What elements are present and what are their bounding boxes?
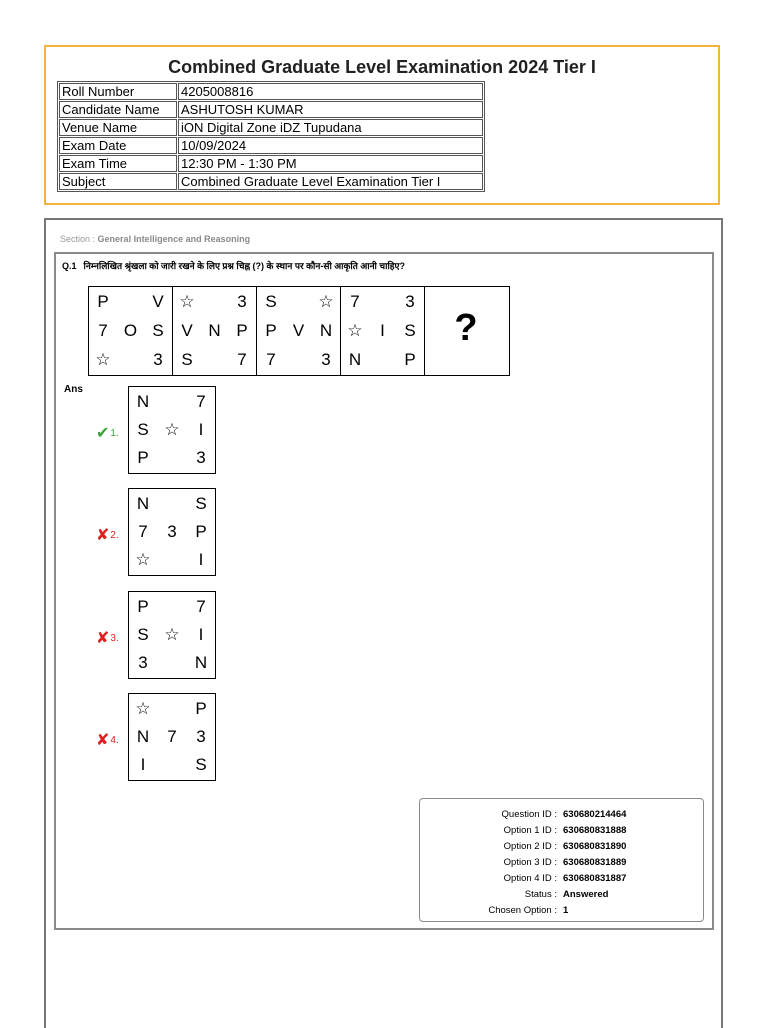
option-figure[interactable]: [128, 488, 216, 576]
figure-glyph: V: [292, 321, 305, 340]
status-row: [420, 889, 703, 903]
info-value: 630680831887: [563, 873, 627, 884]
question-number: Q.1: [62, 261, 77, 271]
section-label: [60, 234, 250, 244]
roll-number-label: Roll Number: [59, 83, 177, 100]
figure-glyph: P: [404, 350, 416, 369]
info-key: Status :: [524, 889, 557, 900]
figure-glyph: 3: [321, 350, 331, 369]
figure-glyph: P: [236, 321, 248, 340]
info-row: [59, 137, 483, 154]
series-figure: [257, 287, 341, 375]
figure-glyph: P: [195, 522, 207, 541]
figure-glyph: 3: [237, 292, 247, 311]
option-1[interactable]: [70, 386, 230, 476]
figure-glyph: 3: [405, 292, 415, 311]
figure-glyph: ☆: [164, 625, 180, 644]
series-figure: [89, 287, 173, 375]
figure-glyph: S: [195, 494, 207, 513]
figure-glyph: P: [137, 597, 149, 616]
figure-glyph: ☆: [95, 350, 111, 369]
figure-glyph: I: [198, 420, 204, 439]
figure-glyph: S: [137, 625, 149, 644]
series-figure: [341, 287, 425, 375]
figure-glyph: 7: [196, 597, 206, 616]
figure-glyph: S: [152, 321, 164, 340]
option-figure[interactable]: [128, 591, 216, 679]
chosen-option-row: [420, 905, 703, 919]
info-row: [59, 101, 483, 118]
info-key: Option 2 ID :: [503, 841, 557, 852]
info-value: 630680831889: [563, 857, 627, 868]
figure-glyph: I: [198, 625, 204, 644]
figure-glyph: N: [208, 321, 221, 340]
candidate-info-table: [57, 81, 485, 192]
figure-glyph: 3: [196, 448, 206, 467]
exam-time-value: 12:30 PM - 1:30 PM: [178, 155, 483, 172]
question-info-box: [419, 798, 704, 922]
figure-glyph: 3: [196, 727, 206, 746]
candidate-name-value: ASHUTOSH KUMAR: [178, 101, 483, 118]
figure-glyph: 7: [167, 727, 177, 746]
option-2-label: 2.: [110, 530, 119, 541]
option-3-id-row: [420, 857, 703, 871]
figure-glyph: 7: [138, 522, 148, 541]
figure-glyph: ☆: [135, 550, 151, 569]
info-key: Option 3 ID :: [503, 857, 557, 868]
figure-glyph: ☆: [179, 292, 195, 311]
question-statement: निम्नलिखित श्रृंखला को जारी रखने के लिए प्रश्न चिह्न (?) के स्थान पर कौन-सी आकृति आनी चाहिए?: [83, 261, 406, 271]
figure-glyph: V: [181, 321, 193, 340]
figure-glyph: 7: [98, 321, 108, 340]
info-value: 630680831888: [563, 825, 627, 836]
option-2[interactable]: [70, 488, 230, 578]
option-3[interactable]: [70, 591, 230, 681]
figure-glyph: P: [97, 292, 109, 311]
figure-glyph: P: [265, 321, 277, 340]
info-key: Question ID :: [501, 809, 557, 820]
subject-value: Combined Graduate Level Examination Tier I: [178, 173, 483, 190]
option-1-marker: [96, 423, 119, 443]
figure-glyph: N: [348, 350, 362, 369]
figure-glyph: I: [140, 755, 146, 774]
figure-glyph: P: [195, 699, 207, 718]
option-1-label: 1.: [110, 428, 119, 439]
question-text: [62, 259, 405, 272]
info-row: [59, 83, 483, 100]
option-4-label: 4.: [110, 735, 119, 746]
venue-name-label: Venue Name: [59, 119, 177, 136]
figure-glyph: N: [136, 494, 150, 513]
info-key: Chosen Option :: [488, 905, 557, 916]
figure-glyph: S: [181, 350, 193, 369]
info-key: Option 1 ID :: [503, 825, 557, 836]
figure-glyph: N: [136, 392, 150, 411]
exam-date-label: Exam Date: [59, 137, 177, 154]
unknown-figure: [425, 287, 507, 375]
figure-glyph: ☆: [135, 699, 151, 718]
option-figure[interactable]: [128, 693, 216, 781]
option-3-marker: [96, 628, 119, 648]
figure-glyph: V: [152, 292, 164, 311]
option-2-marker: [96, 525, 119, 545]
subject-label: Subject: [59, 173, 177, 190]
answer-label: Ans: [64, 384, 83, 395]
info-value: 630680831890: [563, 841, 627, 852]
figure-glyph: N: [319, 321, 333, 340]
figure-glyph: ☆: [164, 420, 180, 439]
info-row: [59, 173, 483, 190]
candidate-name-label: Candidate Name: [59, 101, 177, 118]
figure-glyph: ☆: [347, 321, 363, 340]
series-figure: [173, 287, 257, 375]
figure-glyph: S: [137, 420, 149, 439]
option-4[interactable]: [70, 693, 230, 783]
cross-icon: ✘: [96, 527, 110, 544]
venue-name-value: iON Digital Zone iDZ Tupudana: [178, 119, 483, 136]
figure-glyph: I: [198, 550, 204, 569]
option-4-id-row: [420, 873, 703, 887]
figure-glyph: N: [136, 727, 150, 746]
section-name: General Intelligence and Reasoning: [97, 234, 251, 244]
figure-glyph: O: [123, 321, 138, 340]
figure-glyph: N: [194, 653, 208, 672]
section-prefix: Section :: [60, 234, 96, 244]
figure-glyph: S: [265, 292, 277, 311]
info-row: [59, 119, 483, 136]
question-mark: ?: [454, 307, 478, 349]
figure-glyph: S: [404, 321, 416, 340]
info-row: [59, 155, 483, 172]
check-icon: ✔: [96, 425, 110, 442]
option-2-id-row: [420, 841, 703, 855]
figure-glyph: P: [137, 448, 149, 467]
figure-glyph: 7: [266, 350, 276, 369]
cross-icon: ✘: [96, 732, 110, 749]
figure-glyph: 3: [167, 522, 177, 541]
figure-glyph: S: [195, 755, 207, 774]
figure-glyph: ☆: [318, 292, 334, 311]
info-key: Option 4 ID :: [503, 873, 557, 884]
figure-glyph: 7: [237, 350, 247, 369]
candidate-header: [44, 45, 720, 205]
cross-icon: ✘: [96, 630, 110, 647]
exam-time-label: Exam Time: [59, 155, 177, 172]
question-id-row: [420, 809, 703, 823]
option-4-marker: [96, 730, 119, 750]
figure-glyph: 3: [153, 350, 163, 369]
figure-glyph: I: [380, 321, 385, 340]
figure-glyph: 7: [350, 292, 360, 311]
figure-glyph: 3: [138, 653, 148, 672]
option-figure[interactable]: [128, 386, 216, 474]
option-3-label: 3.: [110, 633, 119, 644]
option-1-id-row: [420, 825, 703, 839]
figure-glyph: 7: [196, 392, 206, 411]
exam-title: Combined Graduate Level Examination 2024 Tier I: [168, 57, 596, 77]
question-figure-series: [88, 286, 510, 376]
info-value: Answered: [563, 889, 609, 900]
roll-number-value: 4205008816: [178, 83, 483, 100]
exam-date-value: 10/09/2024: [178, 137, 483, 154]
info-value: 1: [563, 905, 569, 916]
info-value: 630680214464: [563, 809, 627, 820]
